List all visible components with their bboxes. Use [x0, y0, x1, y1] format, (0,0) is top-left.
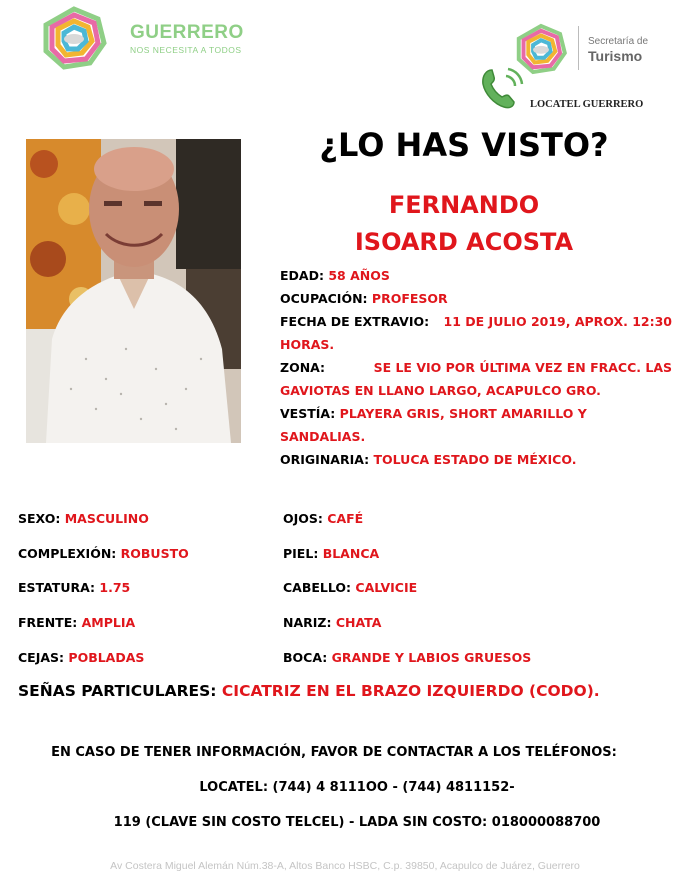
ocupacion-value: PROFESOR	[371, 291, 448, 306]
trait-sexo: SEXO: MASCULINO	[18, 511, 149, 526]
trait-value: 1.75	[99, 580, 131, 595]
trait-label: COMPLEXIÓN:	[18, 546, 117, 561]
senas-particulares	[18, 682, 600, 700]
fecha-label: FECHA DE EXTRAVIO:	[280, 314, 430, 329]
person-last-name: ISOARD ACOSTA	[354, 228, 574, 256]
zona-row	[280, 356, 672, 379]
senas-label: SEÑAS PARTICULARES:	[18, 682, 217, 700]
trait-cejas	[18, 650, 144, 665]
guerrero-logo-name: GUERRERO	[130, 22, 244, 43]
locatel-label: LOCATEL GUERRERO	[530, 99, 644, 110]
locatel-logo	[478, 66, 678, 112]
footer-address: Av Costera Miguel Alemán Núm.38-A, Altos Banco HSBC, C.p. 39850, Acapulco de Juárez, Guerrero	[110, 860, 580, 872]
guerrero-logo-slogan: NOS NECESITA A TODOS	[130, 45, 242, 55]
page-title: ¿LO HAS VISTO?	[319, 126, 609, 164]
zona-row-cont	[280, 379, 672, 402]
trait-label: OJOS:	[283, 511, 323, 526]
secretaria-line1: Secretaría de	[588, 36, 649, 47]
originaria-value: TOLUCA ESTADO DE MÉXICO.	[373, 452, 577, 467]
zona-value-line2: GAVIOTAS EN LLANO LARGO, ACAPULCO GRO.	[280, 383, 601, 398]
zona-label: ZONA:	[280, 360, 326, 375]
trait-cabello	[283, 580, 417, 595]
trait-estatura	[18, 580, 130, 595]
trait-frente	[18, 615, 135, 630]
edad-label: EDAD:	[280, 268, 324, 283]
edad-row	[280, 264, 672, 287]
person-first-name: FERNANDO	[388, 191, 540, 219]
originaria-row	[280, 448, 672, 471]
contact-lada: 119 (CLAVE SIN COSTO TELCEL) - LADA SIN COSTO: 018000088700	[113, 815, 601, 830]
trait-label: CABELLO:	[283, 580, 352, 595]
trait-ojos	[283, 511, 363, 526]
zona-value-line1: SE LE VIO POR ÚLTIMA VEZ EN FRACC. LAS	[373, 360, 672, 375]
originaria-label: ORIGINARIA:	[280, 452, 370, 467]
vestia-row	[280, 402, 672, 448]
trait-label: NARIZ:	[283, 615, 332, 630]
trait-boca	[283, 650, 531, 665]
trait-value: MASCULINO	[64, 511, 149, 526]
phone-icon	[478, 66, 526, 110]
vestia-label: VESTÍA:	[280, 406, 336, 421]
trait-label: BOCA:	[283, 650, 328, 665]
edad-value: 58 AÑOS	[328, 268, 390, 283]
missing-person-photo	[26, 139, 241, 443]
trait-value: BLANCA	[322, 546, 380, 561]
trait-value: CHATA	[335, 615, 382, 630]
trait-label: FRENTE:	[18, 615, 78, 630]
fecha-value-line1: 11 DE JULIO 2019, APROX. 12:30	[443, 314, 672, 329]
trait-value: CALVICIE	[355, 580, 418, 595]
vestia-value: PLAYERA GRIS, SHORT AMARILLO Y SANDALIAS.	[280, 406, 587, 444]
trait-nariz	[283, 615, 381, 630]
trait-label: ESTATURA:	[18, 580, 96, 595]
trait-label: CEJAS:	[18, 650, 65, 665]
trait-value: AMPLIA	[81, 615, 136, 630]
trait-piel	[283, 546, 379, 561]
fecha-row-cont	[280, 333, 672, 356]
guerrero-logo	[40, 5, 270, 71]
fecha-row	[280, 310, 672, 333]
trait-label: PIEL:	[283, 546, 319, 561]
details-block	[280, 264, 672, 471]
contact-intro: EN CASO DE TENER INFORMACIÓN, FAVOR DE CONTACTAR A LOS TELÉFONOS:	[51, 745, 617, 760]
senas-value: CICATRIZ EN EL BRAZO IZQUIERDO (CODO).	[221, 682, 600, 700]
secretaria-line2: Turismo	[588, 48, 643, 64]
ocupacion-row	[280, 287, 672, 310]
guerrero-emblem-icon	[40, 5, 108, 71]
fecha-value-line2: HORAS.	[280, 337, 335, 352]
logo-divider	[578, 26, 579, 70]
trait-complexion	[18, 546, 189, 561]
trait-value: POBLADAS	[68, 650, 145, 665]
trait-value: GRANDE Y LABIOS GRUESOS	[331, 650, 532, 665]
trait-value: CAFÉ	[327, 511, 364, 526]
trait-label: SEXO	[18, 511, 56, 526]
ocupacion-label: OCUPACIÓN:	[280, 291, 368, 306]
trait-value: ROBUSTO	[120, 546, 189, 561]
contact-locatel: LOCATEL: (744) 4 8111OO - (744) 4811152-	[199, 780, 515, 795]
